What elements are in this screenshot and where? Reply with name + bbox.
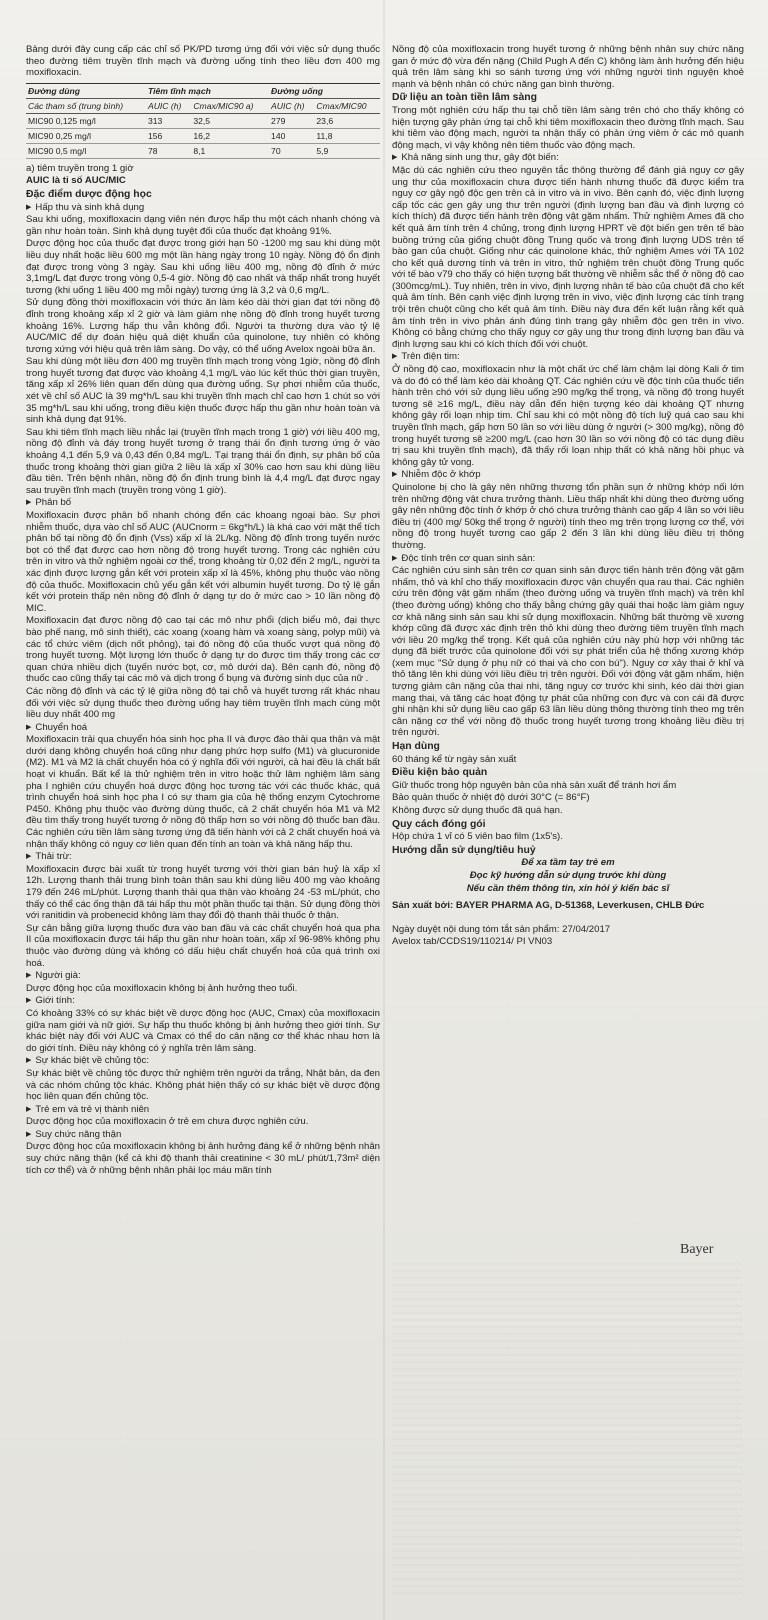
- brand-name: Bayer: [680, 1242, 714, 1257]
- paragraph: Sự khác biệt về chủng tộc được thử nghiệm trên người da trắng, Nhật bản, da đen và các nhóm chủng tộc khác. Không phát hiện thấy có sự khác biệt về dược động học liên quan đến chủng tộc.: [26, 1067, 380, 1103]
- row-label: MIC90 0,5 mg/l: [26, 143, 146, 158]
- row-label: MIC90 0,125 mg/l: [26, 113, 146, 128]
- warning-keep-away: Để xa tầm tay trẻ em: [521, 857, 615, 869]
- table-header-cmax-iv: Cmax/MIC90 a): [191, 98, 269, 113]
- paragraph: Dược động học của moxifloxacin không bị ảnh hưởng theo tuổi.: [26, 982, 298, 994]
- right-column: [392, 44, 744, 949]
- paragraph: Không được sử dụng thuốc đã quá hạn.: [392, 805, 563, 816]
- paragraph: Sau khi tiêm tĩnh mạch liều nhắc lại (truyền tĩnh mạch trong 1 giờ) với liều 400 mg, nồng độ đỉnh và đáy trong huyết tương ở trạng thái ổn định tương ứng ở vào khoảng 4,1 đến 5,9 và 0,43 đến 0,84 mg/L. Tại trạng thái ổn định, sự phân bố của thuốc trong khoảng thời gian giữa 2 liều là xấp xỉ 30% cao hơn sau khi dùng liều đầu tiên. Trên bệnh nhân, nồng độ ổn định trung bình là 4,4 mg/L đạt được ngay sau truyền tĩnh mạch (truyền trong vòng 1 giờ).: [26, 426, 380, 496]
- table-header-auic-iv: AUIC (h): [146, 98, 191, 113]
- table-header-cmax-oral: Cmax/MIC90: [314, 98, 380, 113]
- show-through-texture: [392, 1258, 742, 1598]
- cell-value: 70: [269, 143, 314, 158]
- warning-ask-doctor: Nếu cần thêm thông tin, xin hỏi ý kiến bác sĩ: [466, 882, 670, 894]
- paragraph: Dược động học của moxifloxacin không bị ảnh hưởng đáng kể ở những bệnh nhân suy chức năng thận (kể cả khi độ thanh thải creatinine < 30 mL/ phút/1,73m² diện tích cơ thể) và ở những bệnh nhân phải lọc máu mãn tính: [26, 1141, 380, 1176]
- subsection-distribution: ▶ Phân bố: [26, 497, 380, 510]
- subsection-renal: ▶ Suy chức năng thận: [26, 1129, 380, 1142]
- subsection-ecg: ▶ Trên điện tim:: [392, 351, 744, 364]
- paragraph: Moxifloxacin được phân bố nhanh chóng đến các khoang ngoại bào. Sự phơi nhiễm thuốc, dựa vào chỉ số AUC (AUCnorm = 6kg*h/L) là khá cao với mặt thể tích phân bố tại nồng độ ổn định (Vss) xấp xỉ là 2L/kg. Nồng độ đỉnh trong tuyến nước bọt có thể đạt được cao hơn nồng độ trong huyết tương. Trong các nghiên cứu trên in vitro và thử nghiệm ngoài cơ thể, trong khoảng từ 0,02 đến 2 mg/L, người ta xác định được lượng gắn kết với protein xấp xỉ là 45%, không phụ thuộc vào nồng độ của thuốc. Moxifloxacin chủ yếu gắn kết với albumin huyết tương. Do tỷ lệ gắn kết với protein thấp nên nồng độ đỉnh ở dạng tự do ở mức cao > 10 lần nồng độ MIC.: [26, 510, 380, 614]
- row-label: MIC90 0,25 mg/l: [26, 128, 146, 143]
- table-header-iv: Tiêm tĩnh mạch: [146, 83, 269, 98]
- paragraph: Giữ thuốc trong hộp nguyên bản của nhà sản xuất để tránh hơi ẩm: [392, 779, 677, 791]
- paragraph: Sau khi dùng một liều đơn 400 mg truyền tĩnh mạch trong vòng 1giờ, nồng độ đỉnh trong huyết tương đạt được vào khoảng 4,1 mg/L vào lúc kết thúc thời gian truyền, tăng xấp xỉ 26% liên quan đến dùng qua đường uống. Sự phơi nhiễm của thuốc, xét về chỉ số AUC là 39 mg*h/L sau khi truyền tĩnh mạch chỉ cao hơn 1 chút so với 35 mg*h/L sau khi uống, trong điều kiện thuốc được hấp thu gần như hoàn toàn và sinh khả dụng đạt 91%.: [26, 356, 380, 426]
- paragraph: Sử dụng đồng thời moxifloxacin với thức ăn làm kéo dài thời gian đạt tới nồng độ đỉnh trong khoảng xấp xỉ 2 giờ và làm giảm nhẹ nồng độ đỉnh trong huyết tương khoảng 16%. Lượng hấp thu vẫn không đổi. Người ta thường dựa vào tỷ lệ AUC/MIC để dự đoán hiệu quả diệt khuẩn của quinolone, tuy nhiên có không tương xứng với hiệu quả trên lâm sàng. Do vậy, có thể uống Avelox ngoài bữa ăn.: [26, 297, 380, 355]
- pk-pd-table: [26, 83, 380, 159]
- cell-value: 32,5: [191, 113, 269, 128]
- subsection-reproductive: ▶ Độc tính trên cơ quan sinh sản:: [392, 553, 744, 566]
- subsection-elimination: ▶ Thải trừ:: [26, 851, 380, 864]
- paragraph: Hộp chứa 1 vỉ có 5 viên bao film (1x5's).: [392, 831, 563, 843]
- cell-value: 140: [269, 128, 314, 143]
- approval-date: Ngày duyệt nội dung tóm tắt sản phẩm: 27/04/2017: [392, 923, 611, 935]
- warning-read-guide: Đọc kỹ hướng dẫn sử dụng trước khi dùng: [469, 869, 667, 881]
- subsection-race: ▶ Sự khác biệt về chủng tộc:: [26, 1055, 380, 1068]
- paragraph: Moxifloxacin trải qua chuyển hóa sinh học pha II và được đào thải qua thận và mật dưới dạng không chuyển hoá cũng như dạng phức hợp sulfo (M1) và glucuronide (M2). M1 và M2 là chất chuyển hóa có ý nghĩa đối với người, cả hai đều là chất bất hoạt vi khuẩn. Bất kể là thử nghiệm trên in vitro hoặc thử lâm nghiệm lâm sàng pha I nghiên cứu chuyển hoá dược động học tương tác với các thuốc khác, quá trình chuyển hoá sinh học pha I có sự tham gia của hệ thống enzym Cytochrome P450. Không phụ thuộc vào đường dùng thuốc, cả 2 chất chuyển hóa M1 và M2 đều tìm thấy trong huyết tương ở nồng độ thấp hơn so với nồng độ thuốc ban đầu. Các nghiên cứu tiền lâm sàng tương ứng đã tiến hành với cả 2 chất chuyển hoá và nhận thấy không có nguy cơ liên quan đến tính an toàn và khả năng hấp thu.: [26, 734, 380, 850]
- paragraph: Sau khi uống, moxifloxacin dạng viên nén được hấp thu một cách nhanh chóng và gần như hoàn toàn. Sinh khả dụng tuyệt đối của thuốc đạt khoảng 91%.: [26, 214, 380, 237]
- paragraph: Mặc dù các nghiên cứu theo nguyên tắc thông thường để đánh giá nguy cơ gây ung thư của moxifloxacin chưa được tiến hành nhưng thuốc đã được kiểm tra nguy cơ gây ngộ độc gen trên cả in vitro và in vivo. Bên cạnh đó, việc định lượng cấp tốc các gen gây ung thư trên người (định lượng ban đầu và định lượng có kích thích) đã được tiến hành trên động vật gặm nhấm. Thử nghiệm Ames đã cho kết quả âm tính trên 4 chủng, trong định lượng HPRT về đột biến gen trên tế bào buồng trứng của giống chuột đồng Trung quốc và trong định lượng UDS trên tế bào gan của chuột. Giống như các quinolone khác, thử nghiệm Ames với TA 102 cho kết quả dương tính và trên in vitro, thử nghiệm trên chuột đồng Trung quốc với tế bào v79 cho thấy có hiện tượng bất thường về nhiễm sắc thể ở nồng độ cao (300mcg/mL). Tuy nhiên, trên in vivo, định lượng nhân tế bào của chuột đã cho kết quả âm tính. Bên cạnh việc định lượng trên in vivo, việc định lượng các tính trạng trội trên chuột cũng cho kết quả âm tính. Điều này đưa đến kết luận rằng kết quả âm tính trên in vivo phản ánh đúng tình trạng gây nhiễm độc gen trên in vivo. Không có bằng chứng cho thấy nguy cơ gây ung thư trong định lượng ban đầu và định lượng sau khi có kích thích đối với chuột.: [392, 164, 744, 350]
- paragraph: Moxifloxacin được bài xuất từ trong huyết tương với thời gian bán huỷ là xấp xỉ 12h. Lượng thanh thải trung bình toàn thân sau khi dùng liều 400 mg vào khoảng 179 đến 246 mL/phút. Lượng thanh thải qua thận vào khoảng 24 -53 mL/phút, cho thấy có thể các ống thận đã tái hấp thu một phần thuốc tại thận. Sử dụng đồng thời với ranitidin và probenecid không làm thay đổi độ thanh thải thuốc ở thận.: [26, 863, 380, 922]
- paragraph: Các nghiên cứu sinh sản trên cơ quan sinh sản được tiến hành trên động vật gặm nhấm, thỏ và khỉ cho thấy moxifloxacin được vận chuyển qua rau thai. Các nghiên cứu trên động vật gặm nhấm (theo đường uống và truyền tĩnh mạch) và trên khỉ (theo đường uống) không cho thấy bằng chứng gây quái thai hoặc làm giảm nguy cơ khả năng sinh sản sau khi sử dụng moxifloxacin. Những bất thường về xương khớp cũng đã được xác định trên thỏ khi dùng theo đường tiêm truyền tĩnh mạch với liều 20 mg/kg thể trọng. Kết quả của nghiên cứu này phù hợp với những tác dụng đã biết trước của quinolone đối với sự phát triển của hệ thống xương khớp (xem mục "Sử dụng ở phụ nữ có thai và cho con bú"). Nguy cơ xảy thai ở khỉ và thỏ tăng lên khi dùng với liều điều trị trên người. Đối với động vật gặm nhấm, hiện tượng giảm cân nặng của thai nhi, tăng nguy cơ trước khi sinh, kéo dài thời gian mang thai, và tăng các hoạt động tự phát của những con đực và con cái đã được ghi nhận khi sử dụng liều cao gấp 63 lần liều dùng thông thường tính theo mg trên cân nặng cơ thể với nồng độ thuốc trong huyết tương trong khoảng liều điều trị trên người.: [392, 565, 744, 739]
- section-heading-pk: Đặc điểm dược động học: [26, 188, 152, 200]
- paragraph: Các nồng độ đỉnh và các tỷ lệ giữa nồng độ tại chỗ và huyết tương rất khác nhau đối với việc sử dụng thuốc theo đường uống hay tiêm truyền tĩnh mạch cùng một liều duy nhất 400 mg: [26, 685, 380, 721]
- table-header-route: Đường dùng: [26, 83, 146, 98]
- table-row: [26, 113, 380, 128]
- paragraph: Dược động học của thuốc đạt được trong giới hạn 50 -1200 mg sau khi dùng một liều duy nhất hoặc liều 600 mg một lần hàng ngày trong 10 ngày. Nồng độ ổn định đạt được trong vòng 3 ngày. Sau khi uống liều 400 mg, nồng độ đỉnh ở mức 3,1mg/L đạt được trong vòng 0,5-4 giờ. Nồng độ cao nhất và thấp nhất trong huyết tương (khi uống 1 liều 400 mg mỗi ngày) tương ứng là 3,2 và 0,6 mg/L.: [26, 238, 380, 296]
- paragraph: Bảo quản thuốc ở nhiệt độ dưới 30°C (= 86°F): [392, 792, 590, 804]
- table-row: [26, 128, 380, 143]
- cell-value: 11,8: [314, 128, 380, 143]
- intro-text: Bảng dưới đây cung cấp các chỉ số PK/PD tương ứng đối với việc sử dụng thuốc theo đường tiêm truyền tĩnh mạch và đường uống tính theo liều đơn 400 mg moxifloxacin.: [26, 44, 380, 79]
- cell-value: 78: [146, 143, 191, 158]
- section-heading-disposal: Hướng dẫn sử dụng/tiêu huỷ: [392, 844, 536, 856]
- paragraph: Có khoảng 33% có sự khác biệt về dược động học (AUC, Cmax) của moxifloxacin giữa nam giới và nữ giới. Sự hấp thu thuốc không bị ảnh hưởng theo giới tính. Sự khác biệt này đối với AUC và Cmax có thể do cân nặng cơ thể khác nhau hơn là do giới tính. Điều này không có ý nghĩa trên lâm sàng.: [26, 1007, 380, 1054]
- table-note-a: a) tiêm truyền trong 1 giờ: [26, 162, 134, 174]
- subsection-carcinogenicity: ▶ Khả năng sinh ung thư, gây đột biến:: [392, 152, 744, 165]
- paragraph: Quinolone bị cho là gây nên những thương tổn phần sụn ở những khớp nối lớn trên những động vật chưa trưởng thành. Liều thấp nhất khi dùng theo đường uống gây nên những độc tính ở khớp ở chó chưa trưởng thành cao gấp 4 lần so với liều điều trị (400 mg/ 50kg thể trọng ở người) tính theo mg trên trọng lượng cơ thể, với nồng độ trong huyết tương cao gấp 2 đến 3 lần khi dùng liều điều trị thông thường.: [392, 481, 744, 551]
- paragraph: Nồng độ của moxifloxacin trong huyết tương ở những bệnh nhân suy chức năng gan ở mức độ vừa đến nặng (Child Pugh A đến C) không làm ảnh hưởng đến hiệu quả trên lâm sàng khi so sánh tương ứng với những người tình nguyện khoẻ mạnh và bệnh nhân có chức năng gan bình thường.: [392, 44, 744, 90]
- cell-value: 5,9: [314, 143, 380, 158]
- table-note-auic: AUIC là tỉ số AUC/MIC: [26, 175, 126, 187]
- paragraph: Dược động học của moxifloxacin ở trẻ em chưa được nghiên cứu.: [26, 1116, 309, 1128]
- paragraph: Sự cân bằng giữa lượng thuốc đưa vào ban đầu và các chất chuyển hoá qua pha II của moxifloxacin được tái hấp thu gần như hoàn toàn, xấp xỉ 96-98% không phụ thuộc vào đường dùng và không có dấu hiệu chất chuyển hoá của quá trình oxi hoá.: [26, 922, 380, 969]
- subsection-metabolism: ▶ Chuyển hoá: [26, 722, 380, 735]
- cell-value: 16,2: [191, 128, 269, 143]
- subsection-elderly: ▶ Người già:: [26, 970, 380, 983]
- subsection-absorption: ▶ Hấp thu và sinh khả dụng: [26, 202, 380, 215]
- section-heading-shelf-life: Hạn dùng: [392, 741, 440, 753]
- cell-value: 279: [269, 113, 314, 128]
- page-fold: [383, 0, 385, 1620]
- subsection-children: ▶ Trẻ em và trẻ vị thành niên: [26, 1104, 380, 1117]
- manufacturer: Sản xuất bởi: BAYER PHARMA AG, D-51368, Leverkusen, CHLB Đức: [392, 900, 705, 912]
- left-column: [26, 44, 380, 1177]
- paragraph: Moxifloxacin đạt được nồng độ cao tại các mô như phổi (dịch biểu mô, đại thực bào phế nang, mô sinh thiết), các xoang (xoang hàm và xoang sàng, polyp mũi) và các tổ chức viêm (dịch nốt phỏng), tại đó nồng độ của thuốc vượt quá nồng độ trong huyết tương. Một lượng lớn thuốc ở dạng tự do được tìm thấy trong các cơ quan chứa nhiều dịch (tuyến nước bọt, cơ, mô dưới da). Bên cạnh đó, nồng độ thuốc cao cũng thấy tại các mô và dịch trong ổ bụng và đường sinh dục của nữ .: [26, 615, 380, 685]
- paragraph: 60 tháng kể từ ngày sản xuất: [392, 753, 517, 765]
- paragraph: Trong một nghiên cứu hấp thu tại chỗ tiền lâm sàng trên chó cho thấy không có hiện tượng gây phản ứng tại chỗ khi tiêm moxifloxacin theo đường tĩnh mạch. Sau khi tiêm vào động mạch, người ta nhận thấy có phản ứng viêm ở các mô quanh động mạch, vì vậy không nên tiêm thuốc vào động mạch.: [392, 104, 744, 151]
- section-heading-safety: Dữ liệu an toàn tiền lâm sàng: [392, 92, 537, 104]
- subsection-gender: ▶ Giới tính:: [26, 995, 380, 1008]
- section-heading-storage: Điều kiện bảo quản: [392, 767, 488, 779]
- subsection-joint-toxicity: ▶ Nhiễm độc ở khớp: [392, 469, 744, 482]
- section-heading-packaging: Quy cách đóng gói: [392, 818, 486, 830]
- document-code: Avelox tab/CCDS19/110214/ PI VN03: [392, 936, 553, 948]
- cell-value: 313: [146, 113, 191, 128]
- table-header-param: Các tham số (trung bình): [26, 98, 146, 113]
- paragraph: Ở nồng độ cao, moxifloxacin như là một chất ức chế làm chậm lại dòng Kali ở tim và do đó có thể làm kéo dài khoảng QT. Các nghiên cứu về độc tính của thuốc tiến hành trên chó với sử dụng liều uống ≥90 mg/kg thể trọng, và nồng độ trong huyết tương sẽ ≥16 mg/L, điều này dẫn đến hiện tượng kéo dài khoảng QT nhưng không gây rối loạn nhịp tim. Chỉ sau khi có một nồng độ tích luỹ quá cao sau khi truyền tĩnh mạch, gấp hơn 50 lần so với liều dùng ở người (> 300 mg/kg), nồng độ trong huyết tương sẽ ≥200 mg/L (cao hơn 30 lần so với nồng độ có tác dụng điều trị sau khi truyền tĩnh mạch), đã thấy rối loạn nhịp thất có khả năng hồi phục và không gây tử vong.: [392, 364, 744, 468]
- table-header-auic-oral: AUIC (h): [269, 98, 314, 113]
- cell-value: 8,1: [191, 143, 269, 158]
- cell-value: 156: [146, 128, 191, 143]
- cell-value: 23,6: [314, 113, 380, 128]
- table-header-oral: Đường uống: [269, 83, 380, 98]
- table-row: [26, 143, 380, 158]
